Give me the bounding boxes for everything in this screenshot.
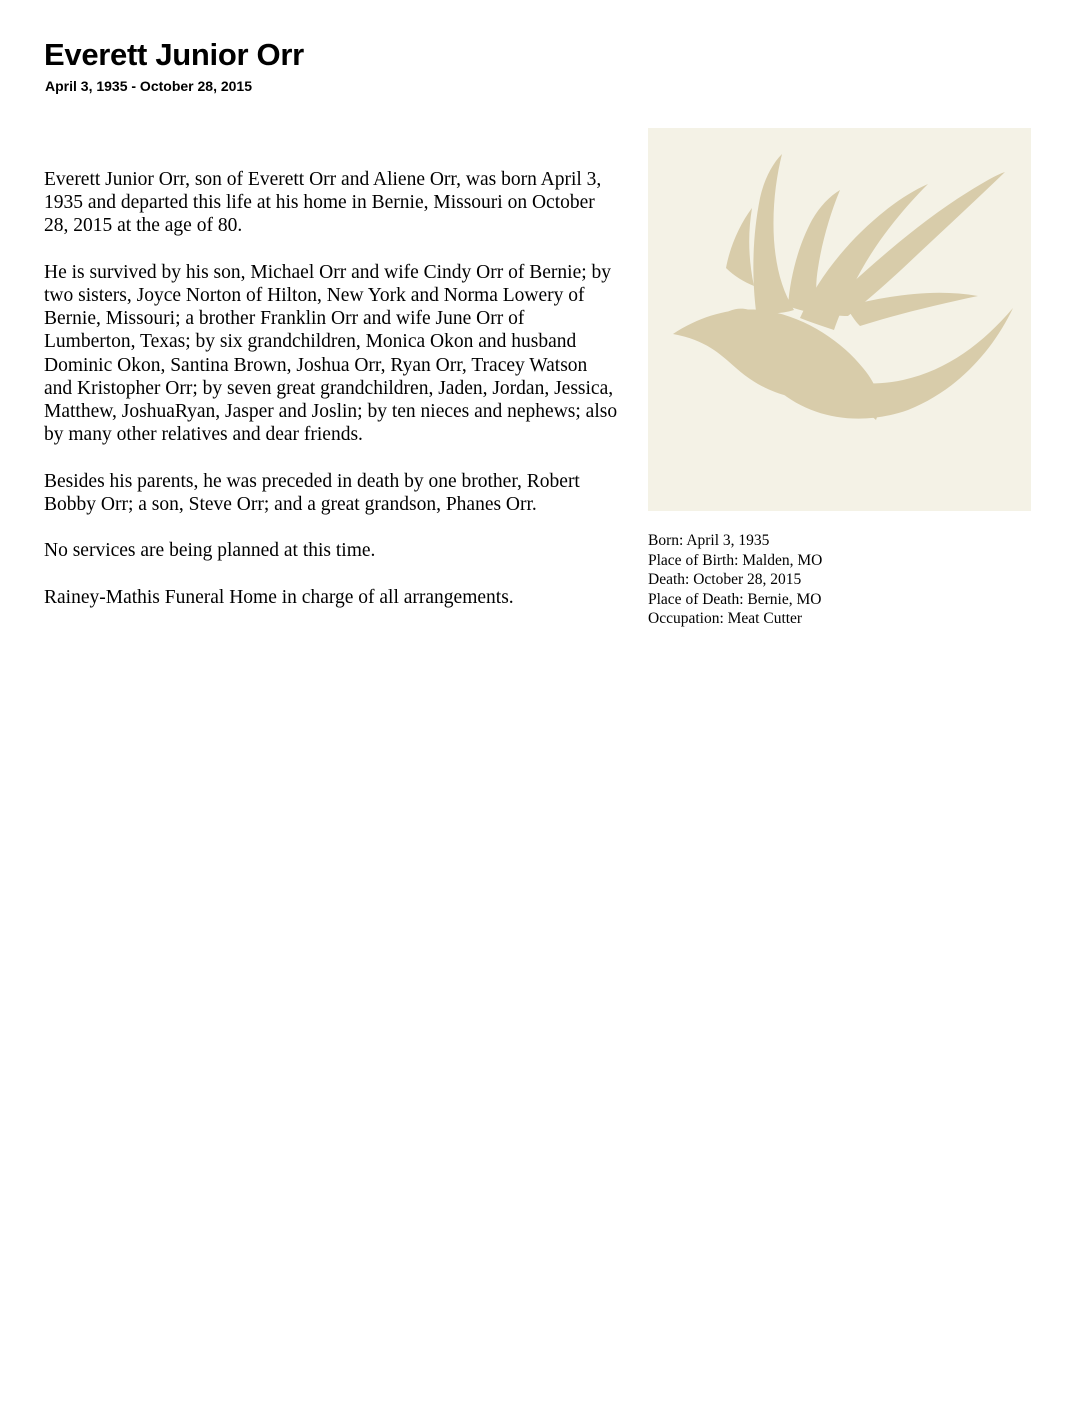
life-dates: April 3, 1935 - October 28, 2015 — [45, 78, 252, 94]
obituary-paragraph-survivors: He is survived by his son, Michael Orr and wife Cindy Orr of Bernie; by two sisters, Joyce Norton of Hilton, New York and Norma Lowery of Bernie, Missouri; a brother Franklin Orr and wife June Orr of Lumberton, Texas; by six grandchildren, Monica Okon and husband Dominic Okon, Santina Brown, Joshua Orr, Ryan Orr, Tracey Watson and Kristopher Orr; by seven great grandchildren, Jaden, Jordan, Jessica, Matthew, JoshuaRyan, Jasper and Joslin; by ten nieces and nephews; also by many other relatives and dear friends. — [44, 261, 618, 446]
fact-born: Born: April 3, 1935 — [648, 532, 770, 549]
memorial-photo — [648, 128, 1031, 511]
fact-place-of-death: Place of Death: Bernie, MO — [648, 590, 822, 608]
vital-facts — [648, 531, 1048, 629]
obituary-paragraph-arrangements: Rainey-Mathis Funeral Home in charge of all arrangements. — [44, 586, 514, 608]
page-title: Everett Junior Orr — [44, 37, 304, 72]
fact-place-of-birth: Place of Birth: Malden, MO — [648, 551, 823, 569]
fact-death: Death: October 28, 2015 — [648, 571, 802, 588]
fact-occupation: Occupation: Meat Cutter — [648, 610, 803, 627]
obituary-paragraph-birth: Everett Junior Orr, son of Everett Orr and Aliene Orr, was born April 3, 1935 and departed this life at his home in Bernie, Missouri on October 28, 2015 at the age of 80. — [44, 169, 602, 237]
obituary-paragraph-services: No services are being planned at this time. — [44, 540, 376, 562]
dove-icon — [648, 128, 1031, 511]
obituary-text — [44, 168, 619, 632]
obituary-paragraph-preceded: Besides his parents, he was preceded in death by one brother, Robert Bobby Orr; a son, Steve Orr; and a great grandson, Phanes Orr. — [44, 470, 580, 515]
